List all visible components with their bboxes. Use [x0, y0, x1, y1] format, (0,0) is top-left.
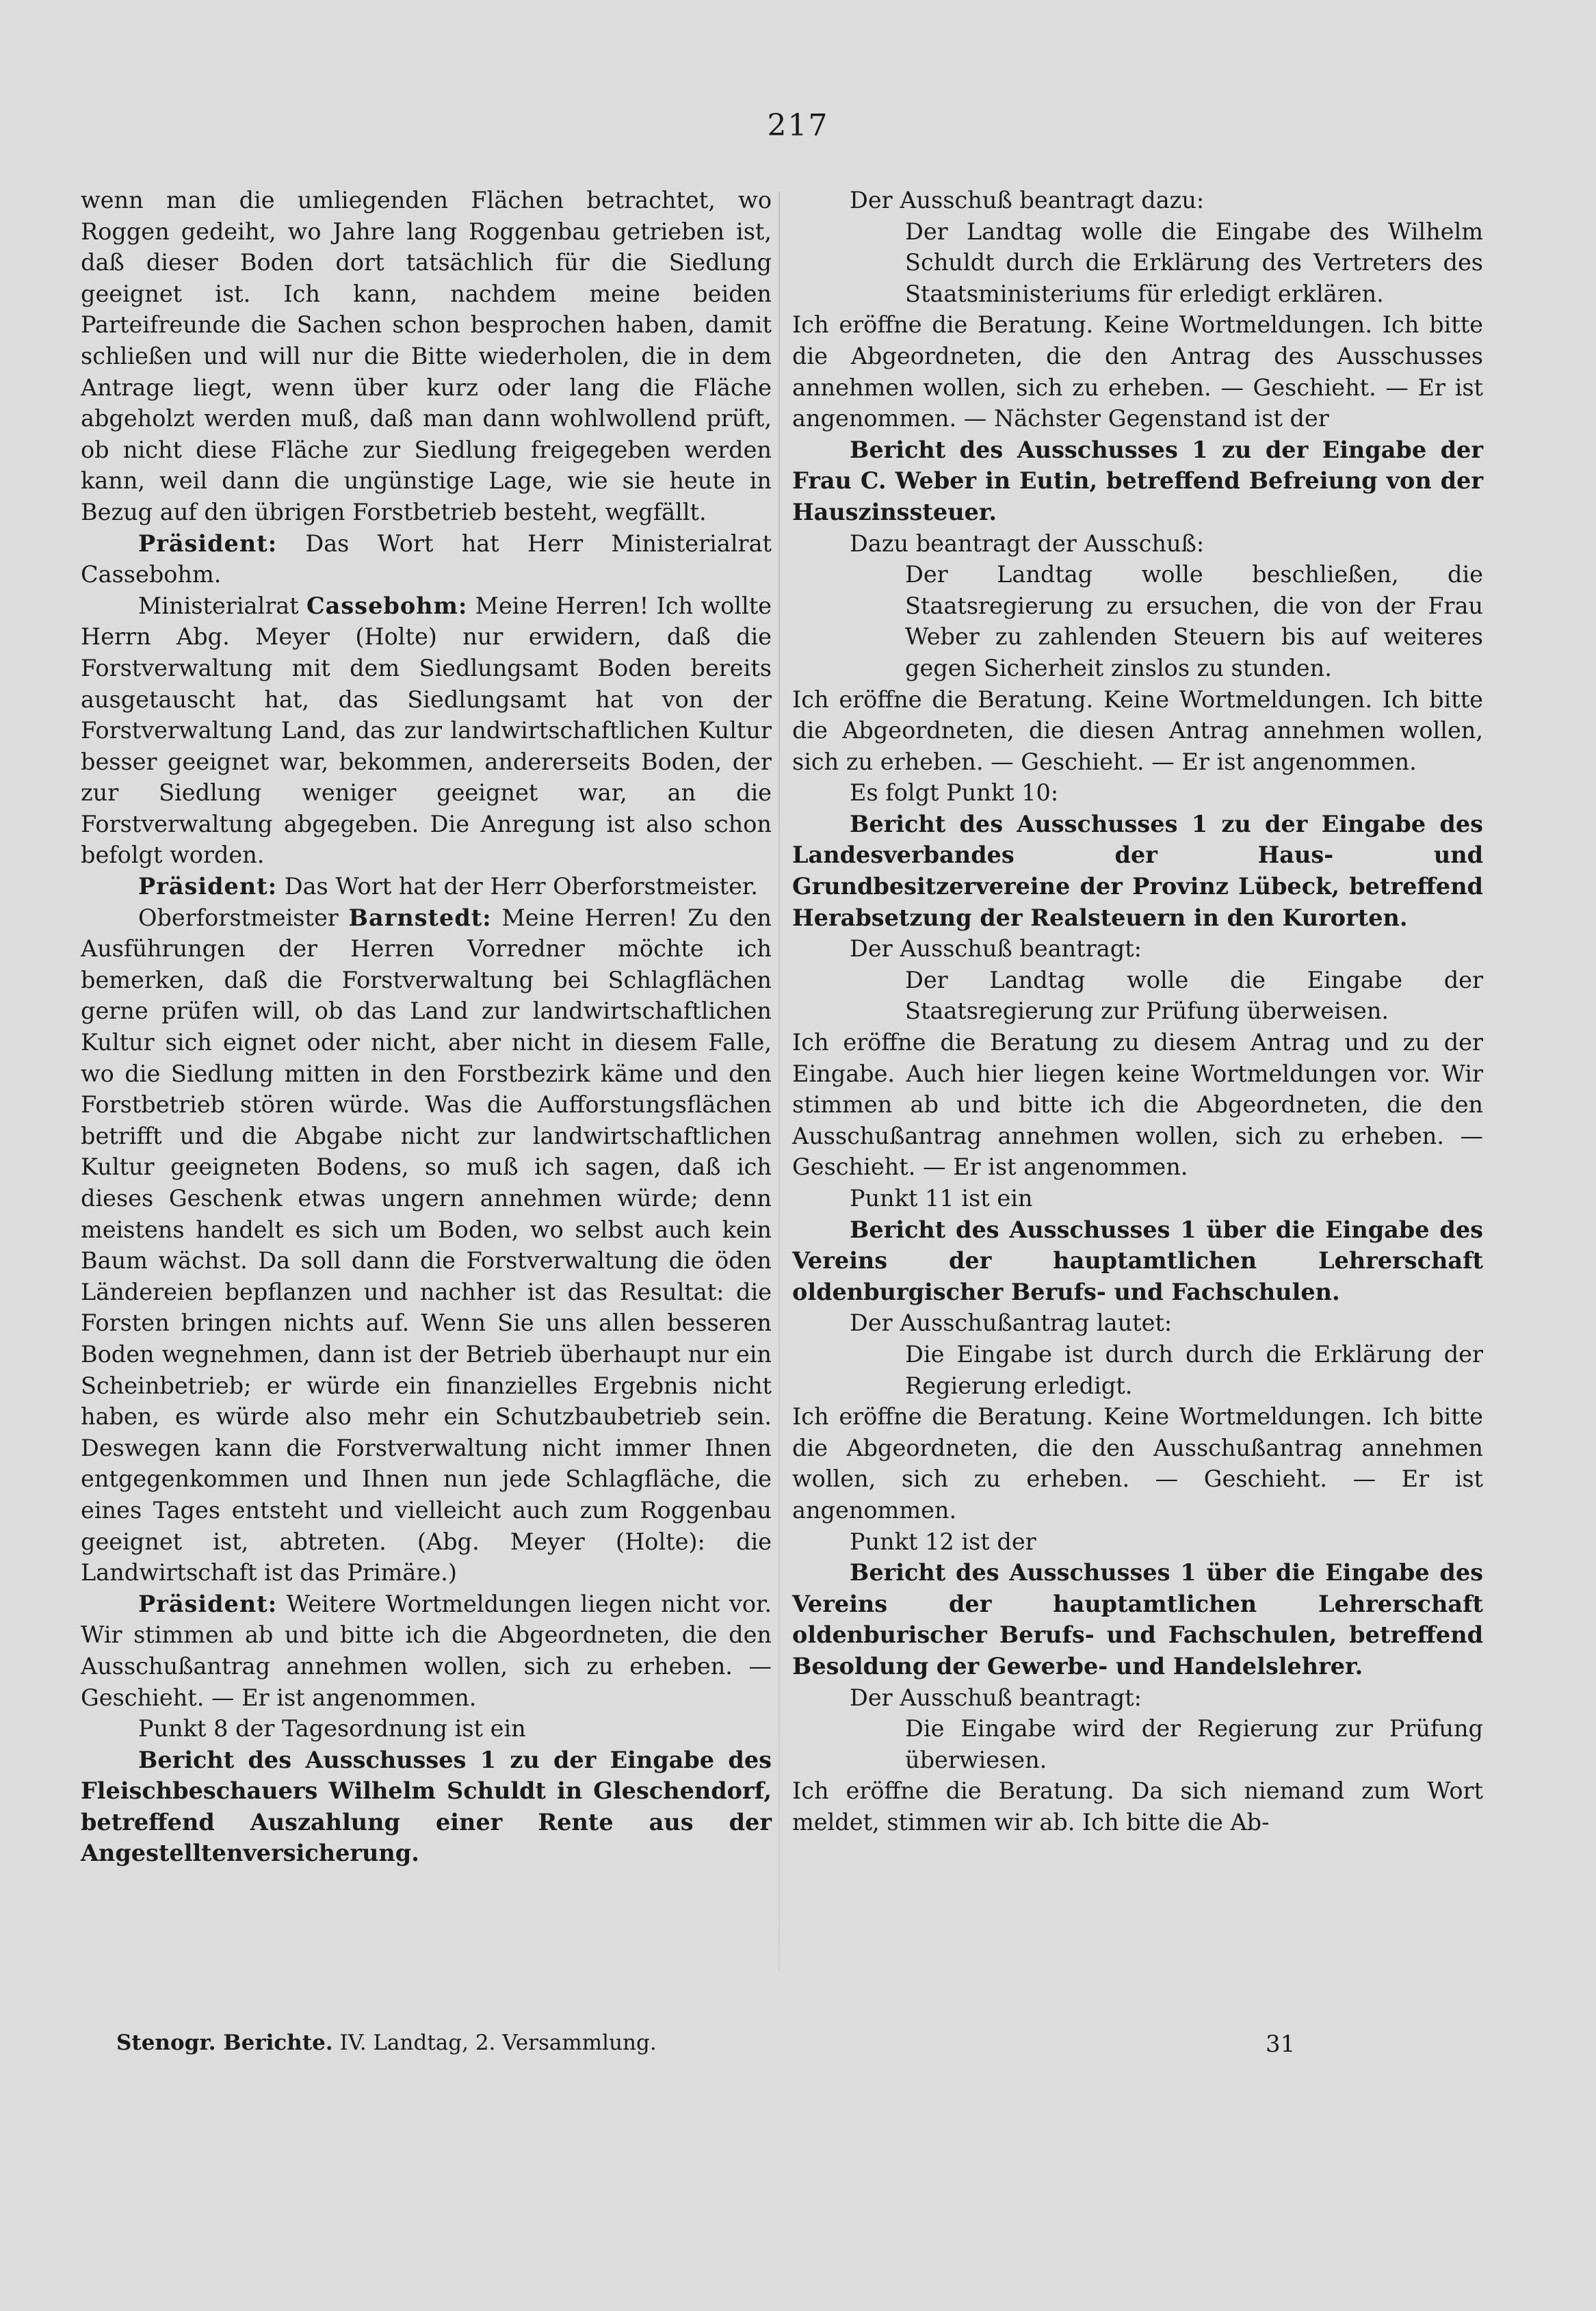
- speech-text: Meine Herren! Ich wollte Herrn Abg. Meyer (Holte) nur erwidern, daß die Forstverwaltung mit dem Siedlungsamt Boden bereits ausgetauscht hat, das Siedlungsamt hat von der Forstverwaltung Land, das zur landwirtschaftlichen Kultur besser geeignet war, bekommen, andererseits Boden, der zur Siedlung weniger geeignet war, an die Forstverwaltung abgegeben. Die Anregung ist also schon befolgt worden.: [81, 592, 772, 869]
- speech-paragraph: [81, 1589, 772, 1713]
- speaker-name: Barnstedt:: [348, 904, 492, 931]
- page-number: 217: [767, 108, 829, 143]
- text-paragraph: Ich eröffne die Beratung. Keine Wortmeldungen. Ich bitte die Abgeordneten, die diesen Antrag annehmen wollen, sich zu erheben. — Geschieht. — Er ist angenommen.: [792, 686, 1483, 775]
- speaker-name: Präsident:: [138, 1590, 278, 1617]
- speaker-name: Cassebohm:: [306, 592, 468, 619]
- speech-text: Weitere Wortmeldungen liegen nicht vor. Wir stimmen ab und bitte ich die Abgeordneten, die den Ausschußantrag annehmen wollen, sich zu erheben. — Geschieht. — Er ist angenommen.: [81, 1590, 772, 1711]
- text-paragraph: Ich eröffne die Beratung. Keine Wortmeldungen. Ich bitte die Abgeordneten, die den Antrag des Ausschusses annehmen wollen, sich zu erheben. — Geschieht. — Er ist angenommen. — Nächster Gegenstand ist der: [792, 311, 1483, 432]
- agenda-heading: Bericht des Ausschusses 1 zu der Eingabe des Landesverbandes der Haus- und Grundbesitzervereine der Provinz Lübeck, betreffend Herabsetzung der Realsteuern in den Kurorten.: [792, 810, 1483, 931]
- text-paragraph: Ich eröffne die Beratung. Da sich niemand zum Wort meldet, stimmen wir ab. Ich bitte die Ab-: [792, 1777, 1483, 1836]
- footer-source-title: Stenogr. Berichte.: [116, 2031, 333, 2055]
- motion-text: Der Landtag wolle die Eingabe der Staatsregierung zur Prüfung überweisen.: [905, 966, 1483, 1025]
- left-column: [81, 185, 772, 1869]
- motion-text: Die Eingabe ist durch durch die Erklärung der Regierung erledigt.: [905, 1340, 1483, 1399]
- text-paragraph: Der Ausschuß beantragt:: [850, 1684, 1142, 1711]
- text-paragraph: Der Ausschuß beantragt dazu:: [850, 187, 1205, 213]
- text-paragraph: Ich eröffne die Beratung zu diesem Antrag und zu der Eingabe. Auch hier liegen keine Wortmeldungen vor. Wir stimmen ab und bitte ich die Abgeordneten, die den Ausschußantrag annehmen wollen, sich zu erheben. — Geschieht. — Er ist angenommen.: [792, 1029, 1483, 1181]
- speaker-role: Oberforstmeister: [138, 904, 349, 931]
- text-paragraph: Der Ausschuß beantragt:: [850, 935, 1142, 963]
- agenda-heading: Bericht des Ausschusses 1 zu der Eingabe des Fleischbeschauers Wilhelm Schuldt in Gleschendorf, betreffend Auszahlung einer Rente aus der Angestelltenversicherung.: [81, 1746, 772, 1867]
- text-paragraph: Ich eröffne die Beratung. Keine Wortmeldungen. Ich bitte die Abgeordneten, die den Ausschußantrag annehmen wollen, sich zu erheben. — Geschieht. — Er ist angenommen.: [792, 1403, 1483, 1524]
- motion-text: Die Eingabe wird der Regierung zur Prüfung überwiesen.: [905, 1715, 1483, 1773]
- text-paragraph: Dazu beantragt der Ausschuß:: [850, 530, 1205, 557]
- footer-source: [116, 2031, 657, 2055]
- speech-paragraph: [81, 590, 772, 871]
- motion-text: Der Landtag wolle die Eingabe des Wilhelm Schuldt durch die Erklärung des Vertreters des Staatsministeriums für erledigt erklären.: [905, 218, 1483, 307]
- text-paragraph: Der Ausschußantrag lautet:: [850, 1309, 1173, 1337]
- speaker-role: Ministerialrat: [138, 592, 306, 619]
- speech-text: Meine Herren! Zu den Ausführungen der Herren Vorredner möchte ich bemerken, daß die Forstverwaltung bei Schlagflächen gerne prüfen will, ob das Land zur landwirtschaftlichen Kultur sich eignet oder nicht, aber nicht in diesem Falle, wo die Siedlung mitten in den Forstbezirk käme und den Forstbetrieb stören würde. Was die Aufforstungsflächen betrifft und die Abgabe nicht zur landwirtschaftlichen Kultur geeigneten Bodens, so muß ich sagen, daß ich dieses Geschenk etwas ungern annehmen würde; denn meistens handelt es sich um Boden, wo selbst auch kein Baum wächst. Da soll dann die Forstverwaltung die öden Ländereien bepflanzen und nachher ist das Resultat: die Forsten bringen nichts auf. Wenn Sie uns allen besseren Boden wegnehmen, dann ist der Betrieb überhaupt nur ein Scheinbetrieb; er würde ein finanzielles Ergebnis nicht haben, es würde also mehr ein Schutzbaubetrieb sein. Deswegen kann die Forstverwaltung nicht immer Ihnen entgegenkommen und Ihnen nun jede Schlagfläche, die eines Tages entsteht und vielleicht auch zum Roggenbau geeignet ist, abtreten. (Abg. Meyer (Holte): die Landwirtschaft ist das Primäre.): [81, 904, 772, 1587]
- text-paragraph: Es folgt Punkt 10:: [850, 779, 1059, 807]
- footer-sheet-number: 31: [1266, 2031, 1296, 2058]
- column-divider: [779, 192, 780, 1970]
- speech-paragraph: [81, 528, 772, 590]
- speaker-name: Präsident:: [138, 873, 278, 900]
- speech-paragraph: [81, 902, 772, 1589]
- text-paragraph: Punkt 11 ist ein: [850, 1185, 1033, 1212]
- text-paragraph: wenn man die umliegenden Flächen betrachtet, wo Roggen gedeiht, wo Jahre lang Roggenbau getrieben ist, daß dieser Boden dort tatsächlich für die Siedlung geeignet ist. Ich kann, nachdem meine beiden Parteifreunde die Sachen schon besprochen haben, damit schließen und will nur die Bitte wiederholen, die in dem Antrage liegt, wenn über kurz oder lang die Fläche abgeholzt werden muß, daß man dann wohlwollend prüft, ob nicht diese Fläche zur Siedlung freigegeben werden kann, weil dann die ungünstige Lage, wie sie heute in Bezug auf den übrigen Forstbetrieb besteht, wegfällt.: [81, 187, 772, 525]
- speech-text: Das Wort hat der Herr Oberforstmeister.: [277, 873, 758, 900]
- speech-paragraph: [81, 871, 772, 902]
- right-column: [792, 185, 1483, 1838]
- agenda-heading: Bericht des Ausschusses 1 zu der Eingabe der Frau C. Weber in Eutin, betreffend Befreiung von der Hauszinssteuer.: [792, 436, 1483, 525]
- text-paragraph: Punkt 12 ist der: [850, 1528, 1036, 1555]
- speaker-name: Präsident:: [138, 530, 278, 557]
- agenda-heading: Bericht des Ausschusses 1 über die Eingabe des Vereins der hauptamtlichen Lehrerschaft oldenburgischer Berufs- und Fachschulen.: [792, 1216, 1483, 1305]
- speech-text: Das Wort hat Herr Ministerialrat Cassebohm.: [81, 530, 772, 588]
- footer-source-detail: IV. Landtag, 2. Versammlung.: [332, 2031, 657, 2055]
- text-paragraph: Punkt 8 der Tagesordnung ist ein: [138, 1715, 526, 1742]
- motion-text: Der Landtag wolle beschließen, die Staatsregierung zu ersuchen, die von der Frau Weber zu zahlenden Steuern bis auf weiteres gegen Sicherheit zinslos zu stunden.: [905, 561, 1483, 681]
- agenda-heading: Bericht des Ausschusses 1 über die Eingabe des Vereins der hauptamtlichen Lehrerschaft oldenburischer Berufs- und Fachschulen, betreffend Besoldung der Gewerbe- und Handelslehrer.: [792, 1559, 1483, 1680]
